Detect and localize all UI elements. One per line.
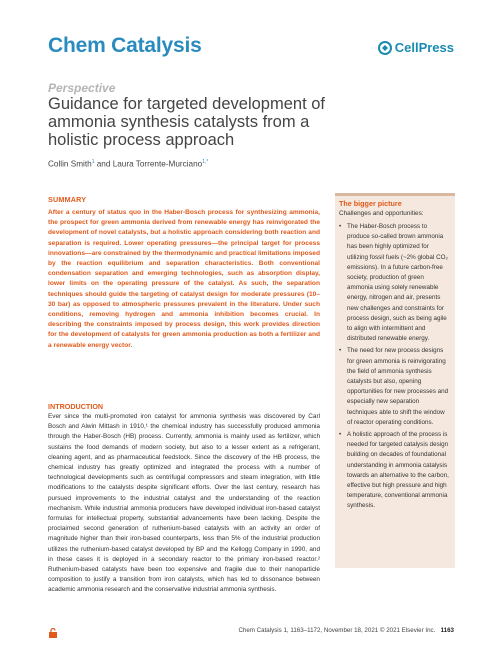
author-name[interactable]: Laura Torrente-Murciano [112,159,203,169]
footer [238,627,454,634]
list-item: • The Haber-Bosch process to produce so-called brown ammonia has been highly optimized for utilizing fossil fuels (~2% global CO₂ emissions). In a future carbon-free society, production of green ammonia using solely renewable energy, nitrogen and air, presents new challenges and constraints for process design, such as being agile to align with intermittent and distributed renewable energy. [339,222,451,344]
author-name[interactable]: Collin Smith [48,159,92,169]
author-conjunction: and [94,159,113,169]
list-item: • The need for new process designs for green ammonia is reinvigorating the field of ammonia synthesis catalysts but also, opening opportunities for new processes and especially new separation techniques able to shift the window of reactor operating conditions. [339,346,451,428]
affiliation-marker[interactable]: 1 [91,159,95,165]
page-number: 1163 [440,627,454,634]
summary-heading: SUMMARY [48,195,87,204]
cellpress-logo-icon [378,41,392,55]
publisher-name: CellPress [394,40,454,55]
introduction-text: Ever since the multi-promoted iron catalyst for ammonia synthesis was discovered by Carl Bosch and Alwin Mittash in 1910,¹ the chemical industry has successfully produced ammonia through the Haber-Bosch (HB) process. Currently, ammonia is mainly used as fertilizer, which sustains the food demands of modern society, but also to a lesser extent as a refrigerant, cleaning agent, and as pharmaceutical feedstock. Since the discovery of the HB process, the chemical industry has greatly optimized and integrated the process with a number of technological developments such as centrifugal compressors and steam integration, with little modifications to the catalysts despite significant efforts. Over the last century, research has pursued improvements to the industrial catalyst and the understanding of the reaction mechanism. While industrial ammonia producers have developed individual iron-based catalyst formulas for intellectual property, substantial advancements have been lacking. Despite the proclaimed second generation of ruthenium-based catalysts with an activity an order of magnitude higher than their iron-based counterparts, less than 5% of the industrial production utilizes the ruthenium-based catalyst developed by BP and the Kellogg Company in 1990, and in these cases it is deployed in a secondary reactor to the primary iron-based reactor.² Ruthenium-based catalysts have been too expensive and fragile due to their nanoparticle composition to justify a transition from iron catalysts, which has led to dissonance between academic ammonia research and the conservative industrial ammonia synthesis. [48,413,320,594]
article-title: Guidance for targeted development of ammonia synthesis catalysts from a holistic process approach [48,95,326,149]
bigger-picture-subheading: Challenges and opportunities: [339,210,424,217]
article-type: Perspective [48,81,116,95]
footer-citation: Chem Catalysis 1, 1163–1172, November 18, 2021 © 2021 Elsevier Inc. [238,627,436,634]
summary-text: After a century of status quo in the Haber-Bosch process for synthesizing ammonia, the prospect for green ammonia derived from renewable energy has reinvigorated the development of novel catalysts, but a holistic approach considering both reaction and separation is required. Lower operating pressures—the principal target for process innovations—are constrained by the thermodynamic and practical limitations imposed by the reaction equilibrium and separation characteristics. Both conventional condensation separation and emerging technologies, such as absorption display, lower limits on the operating pressure of the catalyst. As such, the separation techniques should guide the targeting of catalyst design for moderate pressures (10–30 bar) as opposed to atmospheric pressures prevalent in the literature. Under such conditions, removing hydrogen and ammonia inhibition becomes crucial. In describing the constraints imposed by process design, this work provides direction for the development of catalysts for green ammonia production as both a fertilizer and a renewable energy vector. [48,209,320,349]
introduction-heading: INTRODUCTION [48,402,104,411]
journal-name: Chem Catalysis [48,34,202,57]
publisher-logo[interactable] [378,40,454,55]
bigger-picture-list [339,222,451,514]
list-item: • A holistic approach of the process is needed for targeted catalysis design building on decades of foundational understanding in ammonia catalysis towards an alternative to the carbon, effective but high pressure and high temperature, conventional ammonia synthesis. [339,430,451,512]
bigger-picture-heading: The bigger picture [339,199,402,208]
open-access-icon [48,625,58,635]
author-list [48,159,208,169]
affiliation-marker[interactable]: 1,* [202,159,209,165]
